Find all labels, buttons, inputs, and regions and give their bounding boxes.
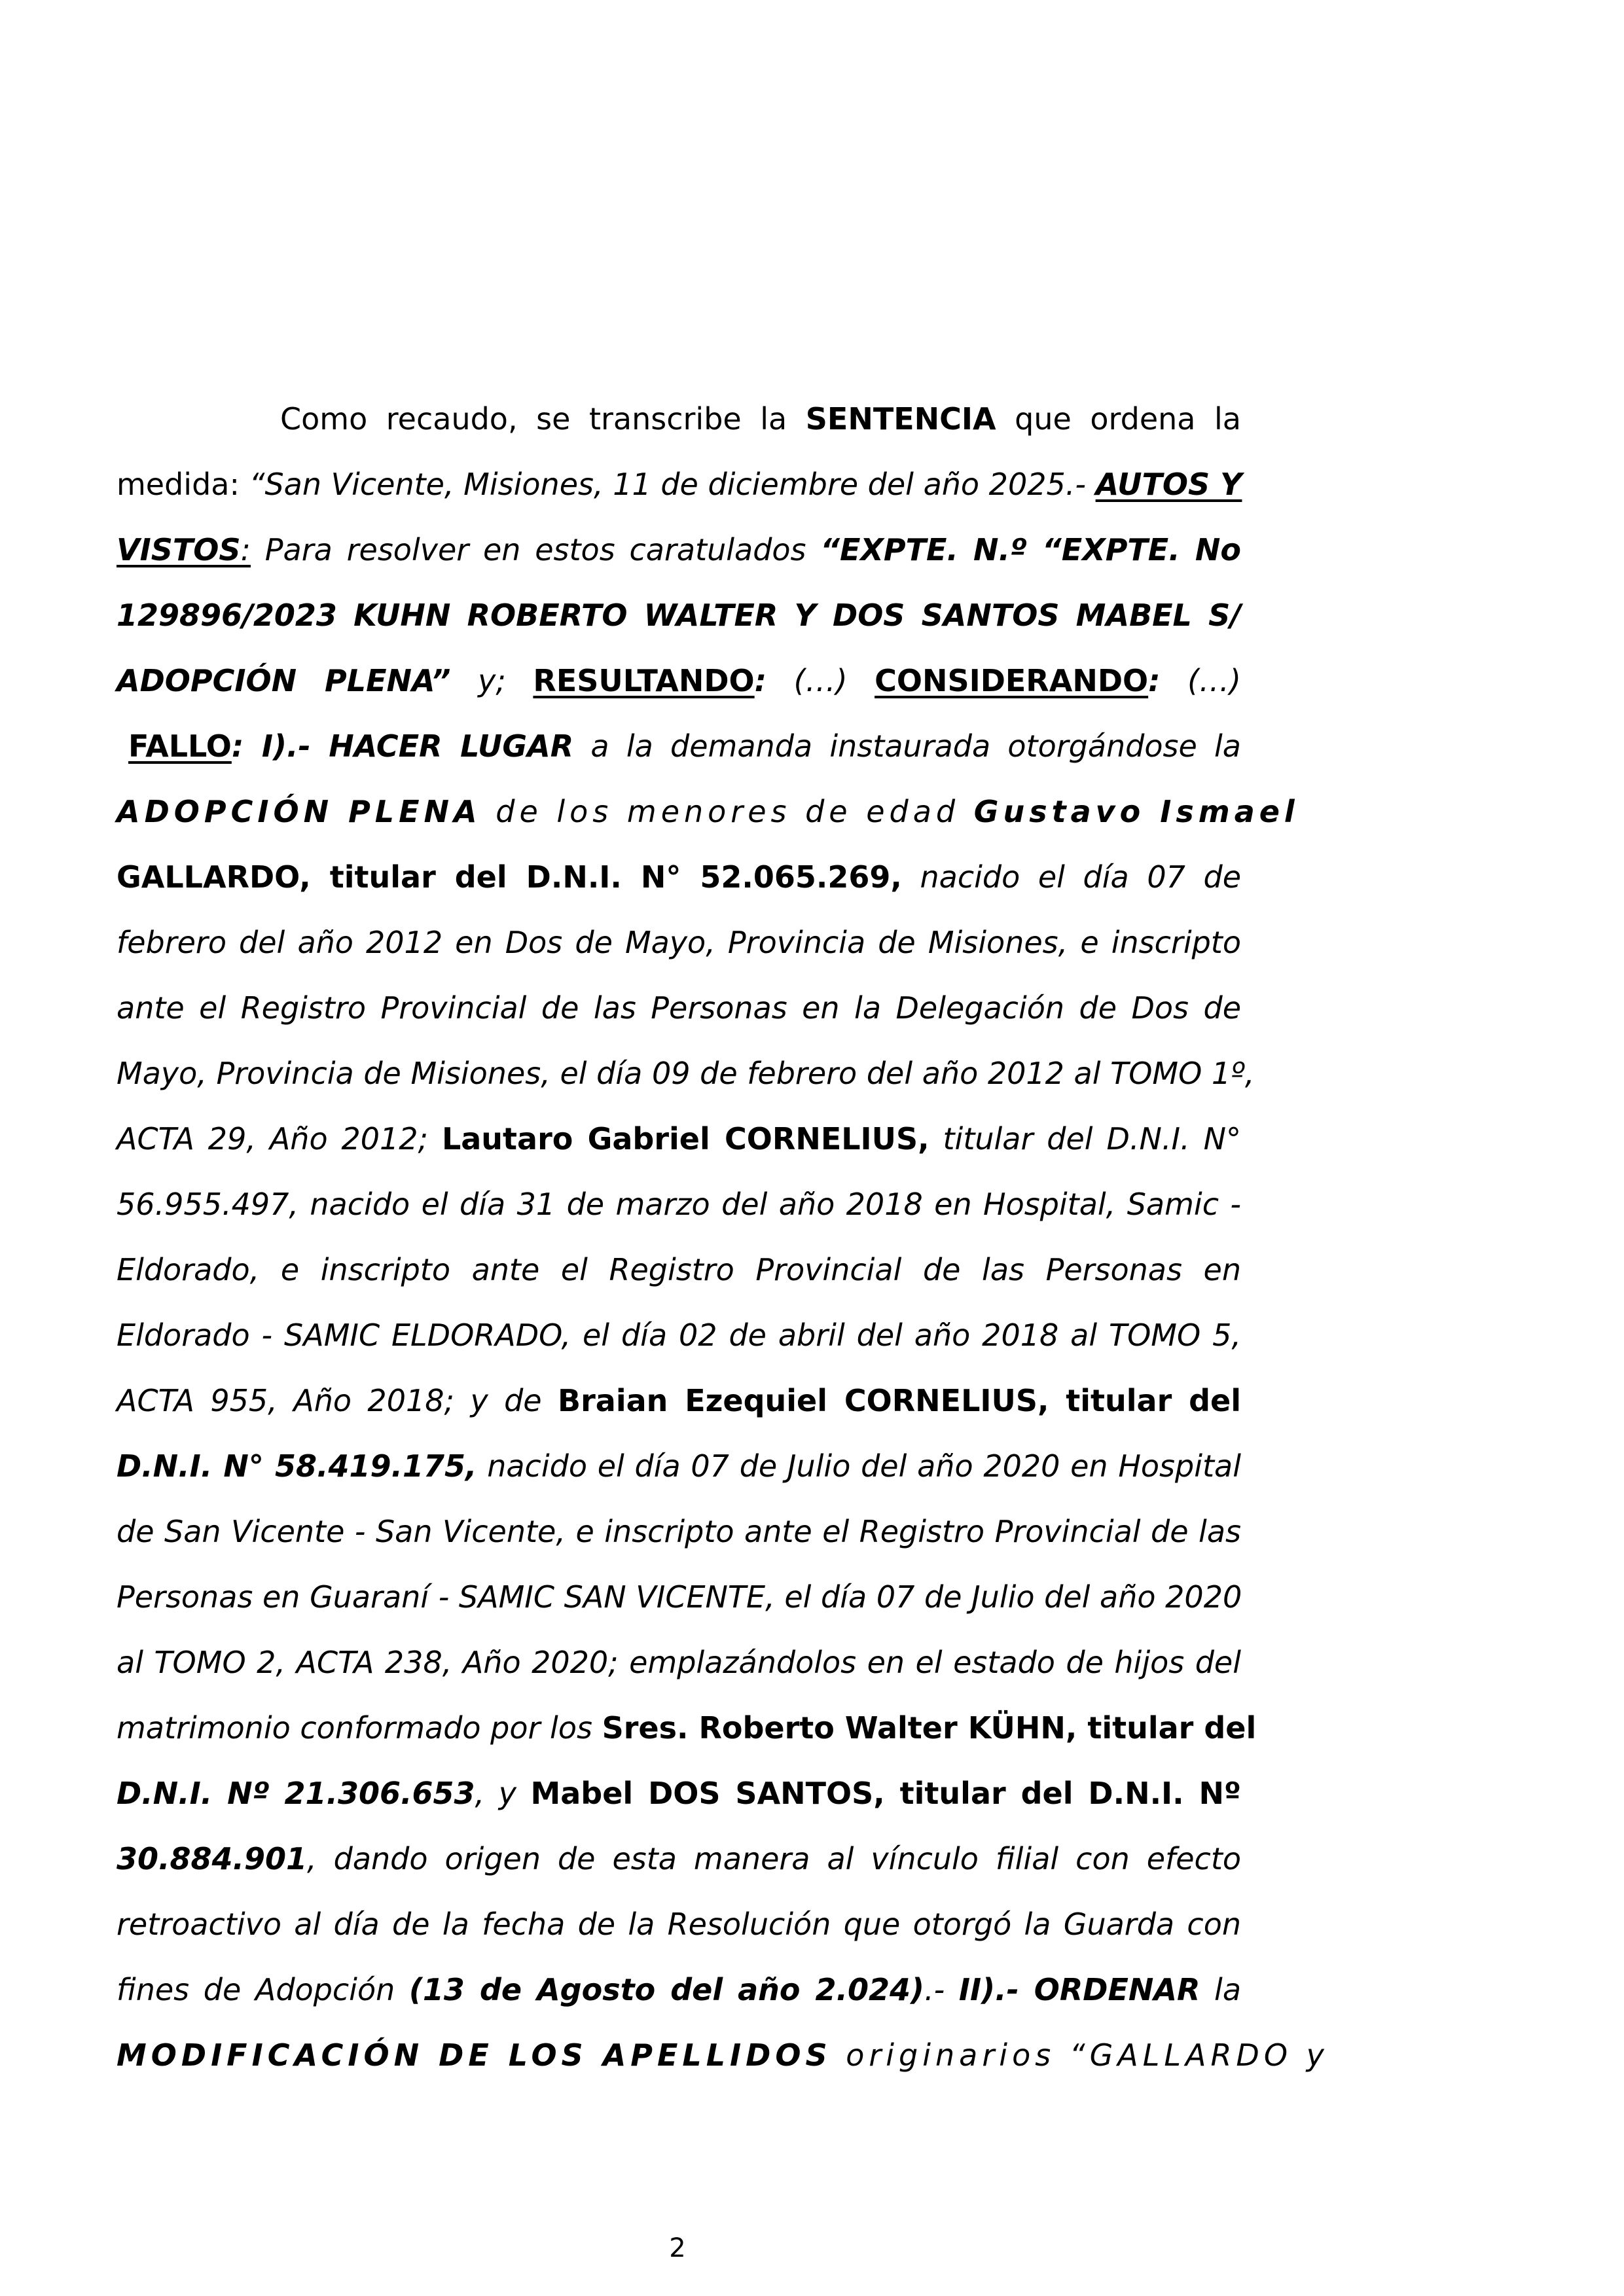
text-run: titular del D.N.I. N° (929, 1121, 1241, 1157)
text-run: : I).- HACER LUGAR (231, 728, 574, 764)
text-run: : (1148, 663, 1161, 698)
text-line (117, 1512, 1241, 1551)
text-run: de los menores de edad (481, 794, 974, 829)
person-name: Lautaro Gabriel CORNELIUS, (441, 1121, 929, 1157)
page-number: 2 (669, 2233, 686, 2263)
dni-number: 30.884.901 (117, 1841, 308, 1876)
text-run: 56.955.497, nacido el día 31 de marzo del año 2018 en Hospital, Samic - (117, 1187, 1241, 1222)
text-line (117, 1577, 1241, 1617)
text-line (117, 1839, 1241, 1878)
text-run: (…) (1160, 663, 1241, 698)
text-run: , dando origen de esta manera al vínculo filial con efecto (307, 1841, 1241, 1876)
text-line (117, 1774, 1241, 1813)
text-run: ACTA 29, Año 2012; (117, 1121, 442, 1157)
text-line (280, 399, 1241, 439)
text-run: (…) (767, 663, 875, 698)
considerando-heading: CONSIDERANDO (875, 663, 1149, 698)
text-line (117, 2036, 1329, 2075)
text-run: Eldorado - SAMIC ELDORADO, el día 02 de abril del año 2018 al TOMO 5, (117, 1318, 1241, 1353)
text-run: a la demanda instaurada otorgándose la (573, 728, 1242, 764)
person-name: Mabel DOS SANTOS, titular del D.N.I. Nº (530, 1776, 1242, 1811)
text-run: matrimonio conformado por los (117, 1710, 602, 1746)
text-run: al TOMO 2, ACTA 238, Año 2020; emplazándolos en el estado de hijos del (117, 1645, 1241, 1680)
text-run: Personas en Guaraní - SAMIC SAN VICENTE, el día 07 de Julio del año 2020 (117, 1579, 1242, 1615)
text-run: : (240, 532, 251, 567)
text-run: fines de Adopción (117, 1972, 409, 2007)
fallo-heading: FALLO (128, 728, 232, 764)
text-line (117, 1316, 1241, 1355)
text-line (117, 596, 1241, 635)
person-name: Sres. Roberto Walter KÜHN, titular del (602, 1710, 1257, 1746)
text-run: ante el Registro Provincial de las Personas en la Delegación de Dos de (117, 990, 1241, 1026)
dni-number: D.N.I. N° 58.419.175, (117, 1448, 477, 1484)
case-title: “EXPTE. N.º “EXPTE. No (820, 532, 1241, 567)
text-line (128, 726, 1241, 766)
modificacion-keyword: MODIFICACIÓN DE LOS APELLIDOS (117, 2037, 832, 2073)
text-run: Eldorado, e inscripto ante el Registro Provincial de las Personas en (117, 1252, 1241, 1287)
text-run: retroactivo al día de la fecha de la Resolución que otorgó la Guarda con (117, 1907, 1241, 1942)
person-name: Gustavo Ismael (973, 794, 1299, 829)
text-line (117, 1250, 1241, 1289)
text-run: de San Vicente - San Vicente, e inscripto ante el Registro Provincial de las (117, 1514, 1241, 1549)
text-run: medida: (117, 467, 249, 502)
text-line (117, 465, 1241, 504)
text-run: Mayo, Provincia de Misiones, el día 09 de febrero del año 2012 al TOMO 1º, (117, 1056, 1255, 1091)
text-line (117, 530, 1241, 569)
text-line (117, 1185, 1241, 1224)
text-line (117, 1905, 1241, 1944)
text-line (117, 661, 1241, 700)
text-run: .- (924, 1972, 959, 2007)
text-run: originarios “GALLARDO y (831, 2037, 1329, 2073)
text-line (117, 1708, 1257, 1748)
person-name: Braian Ezequiel CORNELIUS, titular del (558, 1383, 1241, 1418)
text-line (117, 1119, 1241, 1158)
case-title: ADOPCIÓN PLENA” (117, 663, 451, 698)
person-name: GALLARDO, titular del D.N.I. N° 52.065.269, (117, 859, 902, 895)
ordenar-keyword: II).- ORDENAR (958, 1972, 1200, 2007)
adopcion-plena-keyword: ADOPCIÓN PLENA (117, 794, 482, 829)
dni-number: D.N.I. Nº 21.306.653 (117, 1776, 475, 1811)
autos-heading: AUTOS Y (1095, 467, 1242, 502)
text-line (117, 1054, 1255, 1093)
text-run: Para resolver en estos caratulados (250, 532, 821, 567)
text-line (117, 923, 1241, 962)
text-run: nacido el día 07 de (901, 859, 1241, 895)
text-run: nacido el día 07 de Julio del año 2020 en Hospital (477, 1448, 1242, 1484)
text-run: , y (475, 1776, 531, 1811)
case-title: 129896/2023 KUHN ROBERTO WALTER Y DOS SANTOS MABEL S/ (117, 598, 1241, 633)
text-run: ACTA 955, Año 2018; y de (117, 1383, 558, 1418)
text-line (117, 1381, 1241, 1420)
text-run: y; (450, 663, 533, 698)
text-line (117, 792, 1299, 831)
text-line (117, 1446, 1241, 1486)
vistos-heading: VISTOS (117, 532, 241, 567)
guarda-date: (13 de Agosto del año 2.024) (408, 1972, 925, 2007)
text-line (117, 1970, 1241, 2009)
text-line (117, 1643, 1241, 1682)
text-line (117, 857, 1241, 897)
text-run: : (754, 663, 767, 698)
text-line (117, 988, 1241, 1028)
resultando-heading: RESULTANDO (533, 663, 755, 698)
text-run: “San Vicente, Misiones, 11 de diciembre del año 2025.- (249, 467, 1096, 502)
text-run: Como recaudo, se transcribe la (280, 401, 806, 437)
sentencia-keyword: SENTENCIA (805, 401, 996, 437)
text-run: que ordena la (996, 401, 1241, 437)
text-run: la (1200, 1972, 1242, 2007)
text-run: febrero del año 2012 en Dos de Mayo, Provincia de Misiones, e inscripto (117, 925, 1241, 960)
